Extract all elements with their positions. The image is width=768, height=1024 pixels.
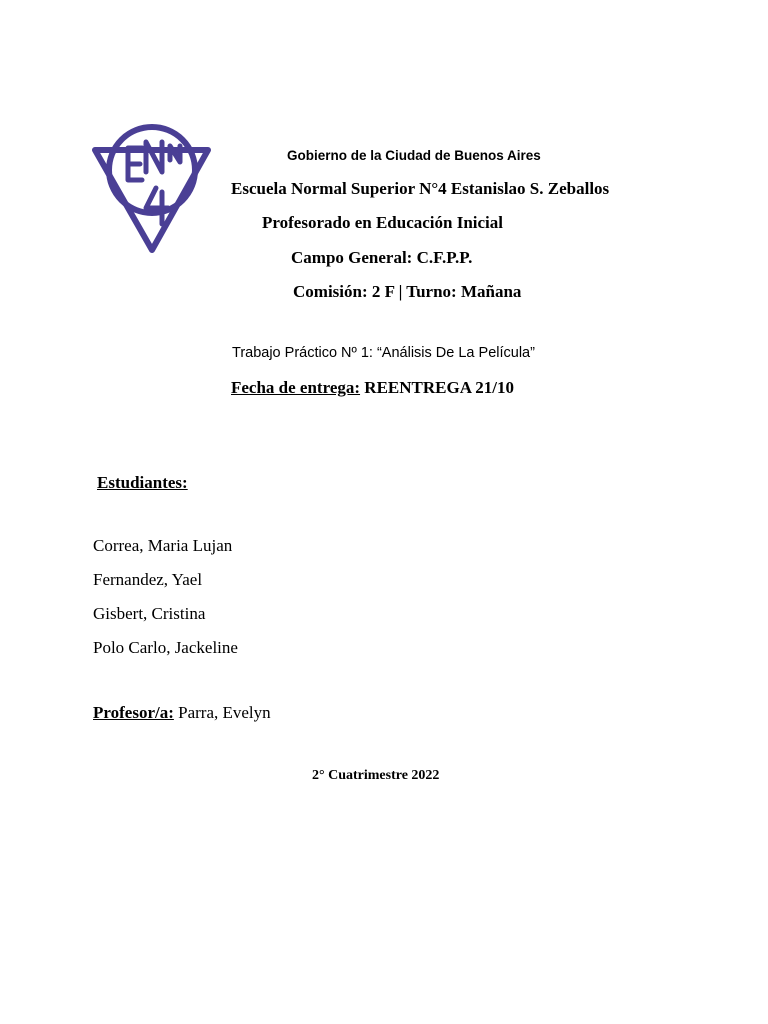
professor-name: Parra, Evelyn [173,703,271,722]
program-name: Profesorado en Educación Inicial [262,213,503,232]
due-date-value: REENTREGA 21/10 [360,378,515,397]
student-name: Polo Carlo, Jackeline [93,638,238,657]
field-name: Campo General: C.F.P.P. [291,248,473,267]
assignment-title: Trabajo Práctico Nº 1: “Análisis De La Película” [232,345,535,361]
due-date-line [231,378,514,398]
students-heading: Estudiantes: [97,473,188,492]
commission-info: Comisión: 2 F | Turno: Mañana [293,282,522,301]
school-name: Escuela Normal Superior N°4 Estanislao S. Zeballos [231,179,610,198]
school-emblem-icon [90,120,214,254]
term-info: 2° Cuatrimestre 2022 [312,768,440,783]
government-line: Gobierno de la Ciudad de Buenos Aires [287,148,541,163]
student-name: Gisbert, Cristina [93,604,206,623]
student-name: Fernandez, Yael [93,570,203,589]
student-name: Correa, Maria Lujan [93,536,233,555]
professor-line [93,703,271,723]
due-date-label: Fecha de entrega: [231,378,361,397]
professor-label: Profesor/a: [93,703,174,722]
